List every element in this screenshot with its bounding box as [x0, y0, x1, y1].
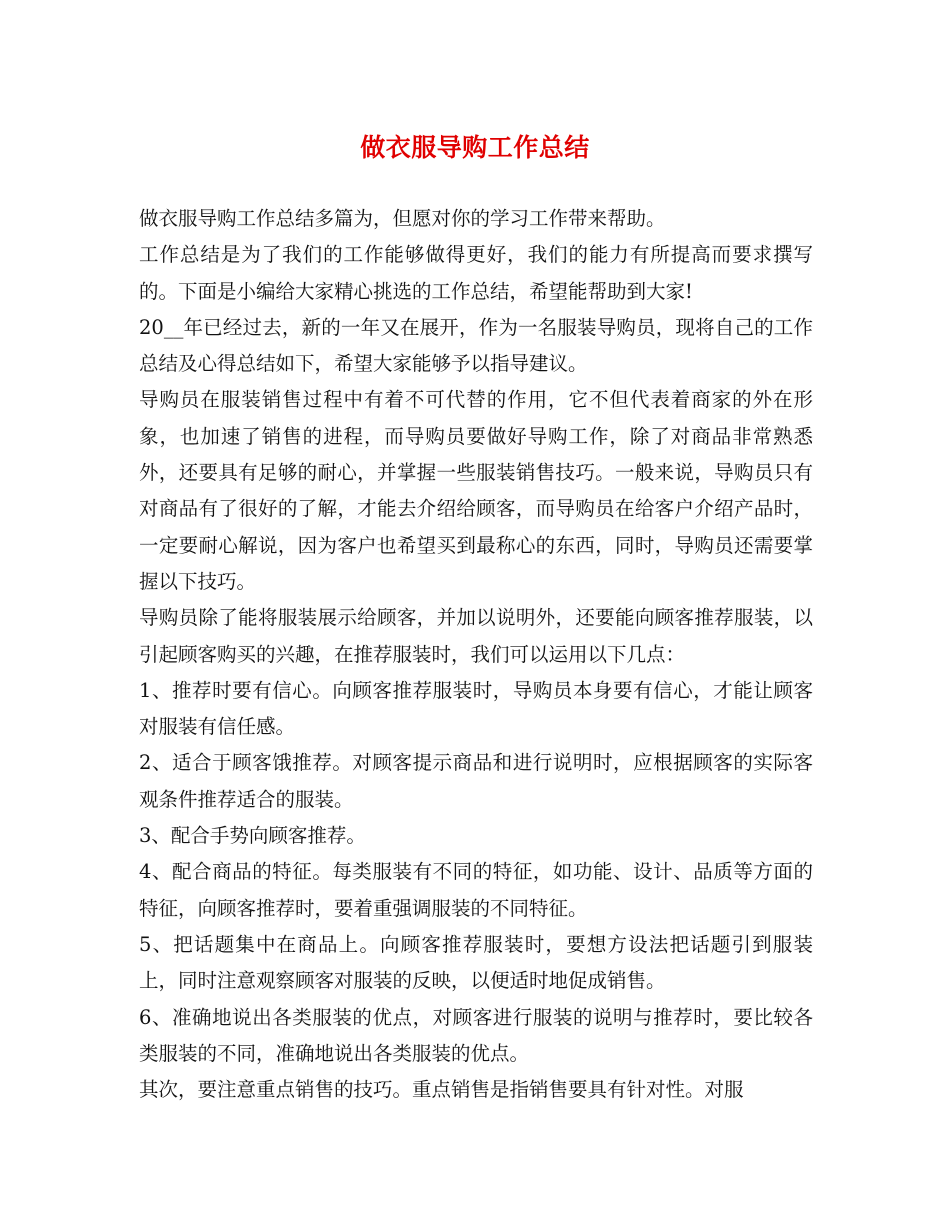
- list-item-5: 5、把话题集中在商品上。向顾客推荐服装时，要想方设法把话题引到服装上，同时注意观察顾客对服装的反映，以便适时地促成销售。: [139, 932, 813, 993]
- document-title: 做衣服导购工作总结: [360, 133, 590, 162]
- list-item-6: 6、准确地说出各类服装的优点，对顾客进行服装的说明与推荐时，要比较各类服装的不同，准确地说出各类服装的优点。: [139, 1005, 813, 1065]
- paragraph-purpose: 工作总结是为了我们的工作能够做得更好，我们的能力有所提高而要求撰写的。下面是小编给大家精心挑选的工作总结，希望能帮助到大家!: [139, 243, 813, 303]
- paragraph-recommend: 导购员除了能将服装展示给顾客，并加以说明外，还要能向顾客推荐服装，以引起顾客购买的兴趣，在推荐服装时，我们可以运用以下几点：: [139, 606, 813, 666]
- list-item-2: 2、适合于顾客饿推荐。对顾客提示商品和进行说明时，应根据顾客的实际客观条件推荐适合的服装。: [139, 751, 813, 811]
- list-item-1: 1、推荐时要有信心。向顾客推荐服装时，导购员本身要有信心，才能让顾客对服装有信任感。: [139, 678, 813, 739]
- paragraph-role: 导购员在服装销售过程中有着不可代替的作用，它不但代表着商家的外在形象，也加速了销售的进程，而导购员要做好导购工作，除了对商品非常熟悉外，还要具有足够的耐心，并掌握一些服装销售技巧。一般来说，导购员只有对商品有了很好的了解，才能去介绍给顾客，而导购员在给客户介绍产品时，一定要耐心解说，因为客户也希望买到最称心的东西，同时，导购员还需要掌握以下技巧。: [139, 388, 813, 593]
- list-item-4: 4、配合商品的特征。每类服装有不同的特征，如功能、设计、品质等方面的特征，向顾客推荐时，要着重强调服装的不同特征。: [139, 860, 813, 920]
- list-item-3: 3、配合手势向顾客推荐。: [139, 824, 366, 848]
- paragraph-key-sales: 其次，要注意重点销售的技巧。重点销售是指销售要具有针对性。对服: [139, 1078, 744, 1102]
- document-body: [139, 201, 813, 1108]
- paragraph-year-review: 20__年已经过去，新的一年又在展开，作为一名服装导购员，现将自己的工作总结及心得总结如下，希望大家能够予以指导建议。: [139, 315, 813, 376]
- paragraph-intro: 做衣服导购工作总结多篇为，但愿对你的学习工作带来帮助。: [139, 207, 666, 230]
